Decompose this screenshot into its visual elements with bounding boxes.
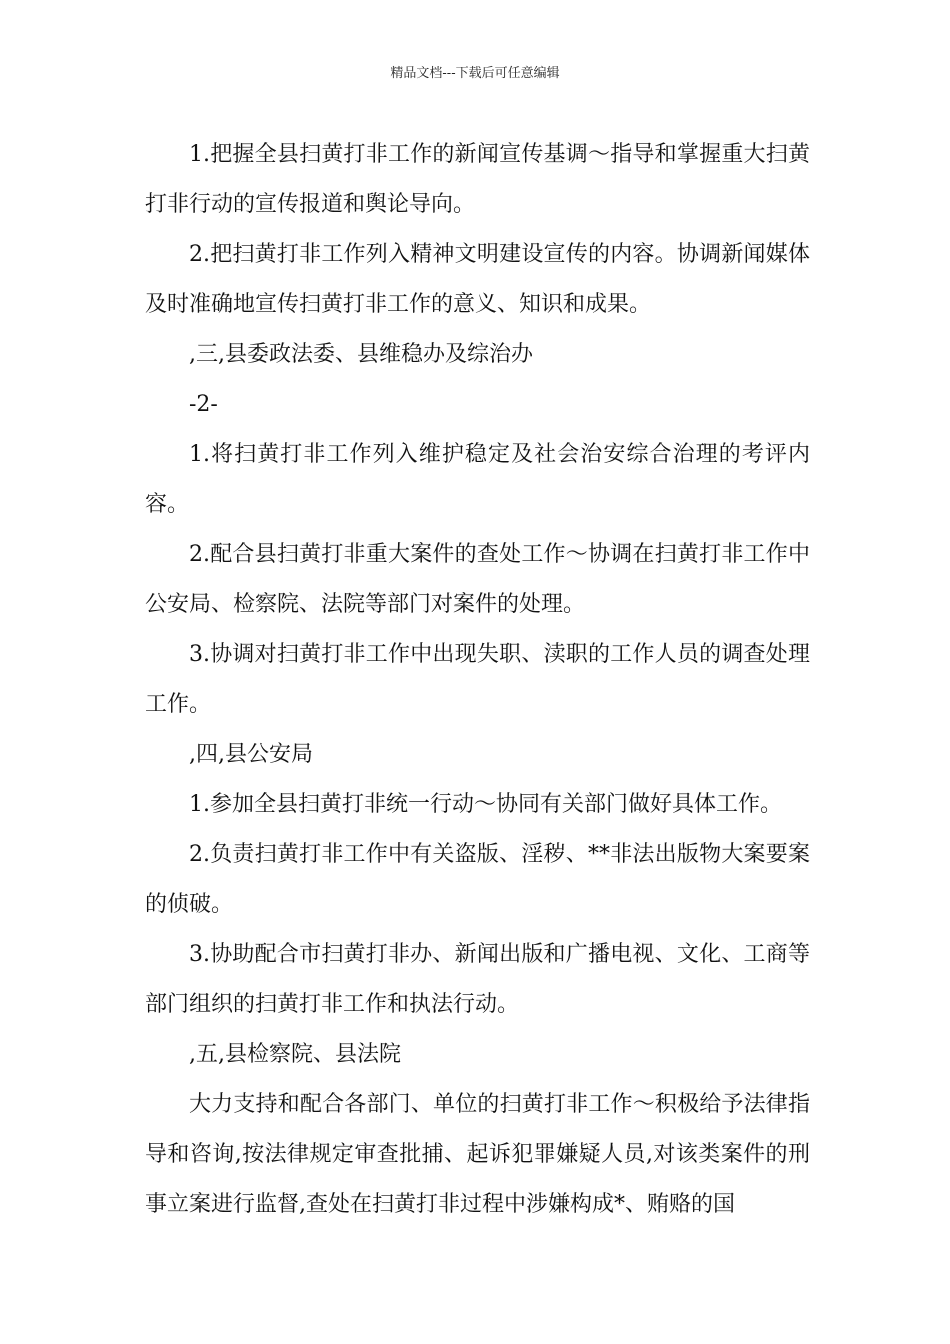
- page-number: -2-: [189, 392, 218, 417]
- document-body: [145, 130, 810, 1230]
- paragraph-11: 3.协助配合市扫黄打非办、新闻出版和广播电视、文化、工商等部门组织的扫黄打非工作和执法行动。: [145, 942, 810, 1017]
- section-heading-5: ,五,县检察院、县法院: [189, 1042, 401, 1067]
- paragraph-10: 2.负责扫黄打非工作中有关盗版、淫秽、**非法出版物大案要案的侦破。: [145, 842, 810, 917]
- section-heading-4: ,四,县公安局: [189, 742, 313, 767]
- page-header: 精品文档---下载后可任意编辑: [390, 66, 560, 81]
- paragraph-9: 1.参加全县扫黄打非统一行动～协同有关部门做好具体工作。: [189, 792, 782, 817]
- paragraph-6: 2.配合县扫黄打非重大案件的查处工作～协调在扫黄打非工作中公安局、检察院、法院等部门对案件的处理。: [145, 542, 810, 617]
- section-heading-3: ,三,县委政法委、县维稳办及综治办: [189, 342, 533, 367]
- paragraph-5: 1.将扫黄打非工作列入维护稳定及社会治安综合治理的考评内容。: [145, 442, 810, 517]
- paragraph-7: 3.协调对扫黄打非工作中出现失职、渎职的工作人员的调查处理工作。: [145, 642, 810, 717]
- paragraph-1: 1.把握全县扫黄打非工作的新闻宣传基调～指导和掌握重大扫黄打非行动的宣传报道和舆论导向。: [145, 142, 810, 217]
- paragraph-2: 2.把扫黄打非工作列入精神文明建设宣传的内容。协调新闻媒体及时准确地宣传扫黄打非工作的意义、知识和成果。: [145, 242, 810, 317]
- paragraph-13: 大力支持和配合各部门、单位的扫黄打非工作～积极给予法律指导和咨询,按法律规定审查批捕、起诉犯罪嫌疑人员,对该类案件的刑事立案进行监督,查处在扫黄打非过程中涉嫌构成*、贿赂的国: [145, 1092, 810, 1217]
